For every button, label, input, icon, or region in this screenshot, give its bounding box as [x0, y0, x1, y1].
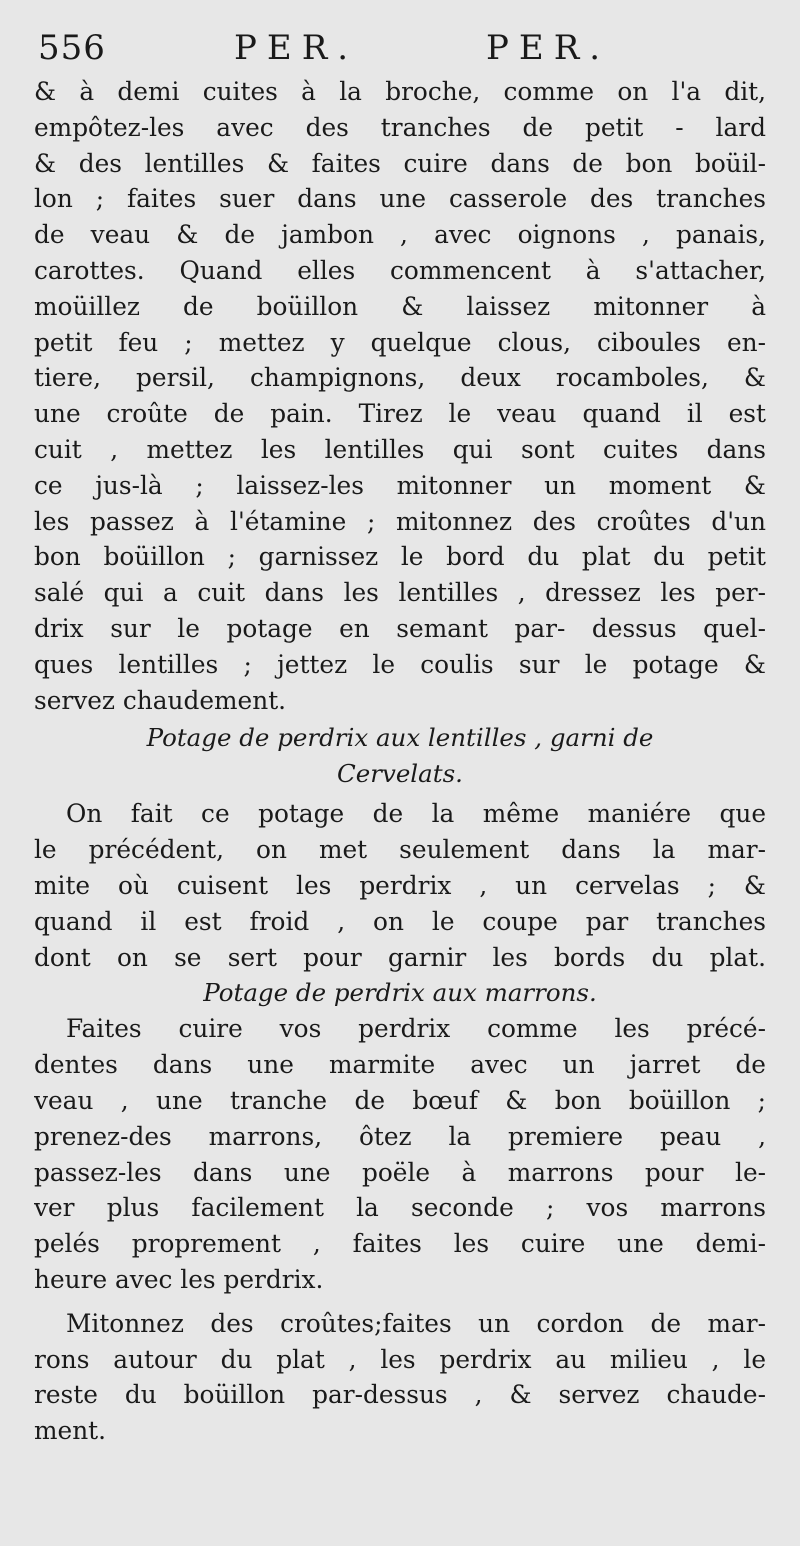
text-line: prenez-des marrons, ôtez la premiere peau ,	[34, 1121, 766, 1151]
text-line: carottes. Quand elles commencent à s'attacher,	[34, 255, 766, 285]
text-line: ment.	[34, 1416, 107, 1446]
text-line: moüillez de boüillon & laissez mitonner à	[34, 291, 766, 321]
text-line: mite où cuisent les perdrix , un cervelas ; &	[34, 870, 766, 900]
text-line: cuit , mettez les lentilles qui sont cuites dans	[34, 434, 766, 464]
text-line: ques lentilles ; jettez le coulis sur le potage &	[34, 649, 766, 679]
running-head-right: PER.	[486, 28, 611, 68]
text-line: de veau & de jambon , avec oignons , panais,	[34, 220, 766, 250]
section-title-lentilles	[34, 720, 766, 792]
text-line: reste du boüillon par-dessus , & servez chaude-	[34, 1380, 766, 1410]
section-title-marrons	[34, 975, 766, 1011]
text-line: heure avec les perdrix.	[34, 1264, 324, 1294]
text-line: une croûte de pain. Tirez le veau quand il est	[34, 399, 766, 429]
paragraph-1	[34, 74, 766, 718]
text-line: empôtez-les avec des tranches de petit - lard	[34, 112, 766, 142]
text-line: rons autour du plat , les perdrix au milieu , le	[34, 1344, 766, 1374]
paragraph-3	[34, 1011, 766, 1297]
page-number: 556	[38, 28, 106, 68]
text-line: Faites cuire vos perdrix comme les précé-	[66, 1014, 766, 1044]
text-line: passez-les dans une poële à marrons pour le-	[34, 1157, 766, 1187]
paragraph-4	[34, 1306, 766, 1449]
text-line: ver plus facilement la seconde ; vos marrons	[34, 1193, 766, 1223]
section-title-line: Potage de perdrix aux lentilles , garni de	[146, 723, 654, 753]
text-line: & à demi cuites à la broche, comme on l'a dit,	[34, 77, 766, 106]
text-line: dont on se sert pour garnir les bords du plat.	[34, 942, 766, 972]
text-line: ce jus-là ; laissez-les mitonner un moment &	[34, 470, 766, 500]
text-line: bon boüillon ; garnissez le bord du plat du petit	[34, 542, 766, 572]
text-line: On fait ce potage de la même maniére que	[66, 799, 766, 829]
paragraph-2	[34, 796, 766, 975]
page-header	[34, 22, 766, 74]
text-line: & des lentilles & faites cuire dans de bon boüil-	[34, 148, 766, 178]
text-line: les passez à l'étamine ; mitonnez des croûtes d'un	[34, 506, 766, 536]
text-line: tiere, persil, champignons, deux rocamboles, &	[34, 363, 766, 393]
text-line: petit feu ; mettez y quelque clous, ciboules en-	[34, 327, 766, 357]
section-title-line: Potage de perdrix aux marrons.	[203, 978, 597, 1008]
running-head-left: PER.	[234, 28, 359, 68]
text-line: le précédent, on met seulement dans la mar-	[34, 835, 766, 865]
section-title-line: Cervelats.	[337, 759, 463, 789]
text-line: dentes dans une marmite avec un jarret de	[34, 1050, 766, 1080]
text-line: quand il est froid , on le coupe par tranches	[34, 906, 766, 936]
text-line: Mitonnez des croûtes;faites un cordon de mar-	[66, 1308, 766, 1338]
text-line: drix sur le potage en semant par- dessus quel-	[34, 613, 766, 643]
text-line: veau , une tranche de bœuf & bon boüillon ;	[34, 1085, 766, 1115]
text-line: lon ; faites suer dans une casserole des tranches	[34, 184, 766, 214]
text-line: salé qui a cuit dans les lentilles , dressez les per-	[34, 578, 766, 608]
text-line: servez chaudement.	[34, 685, 287, 715]
text-line: pelés proprement , faites les cuire une demi-	[34, 1229, 766, 1259]
